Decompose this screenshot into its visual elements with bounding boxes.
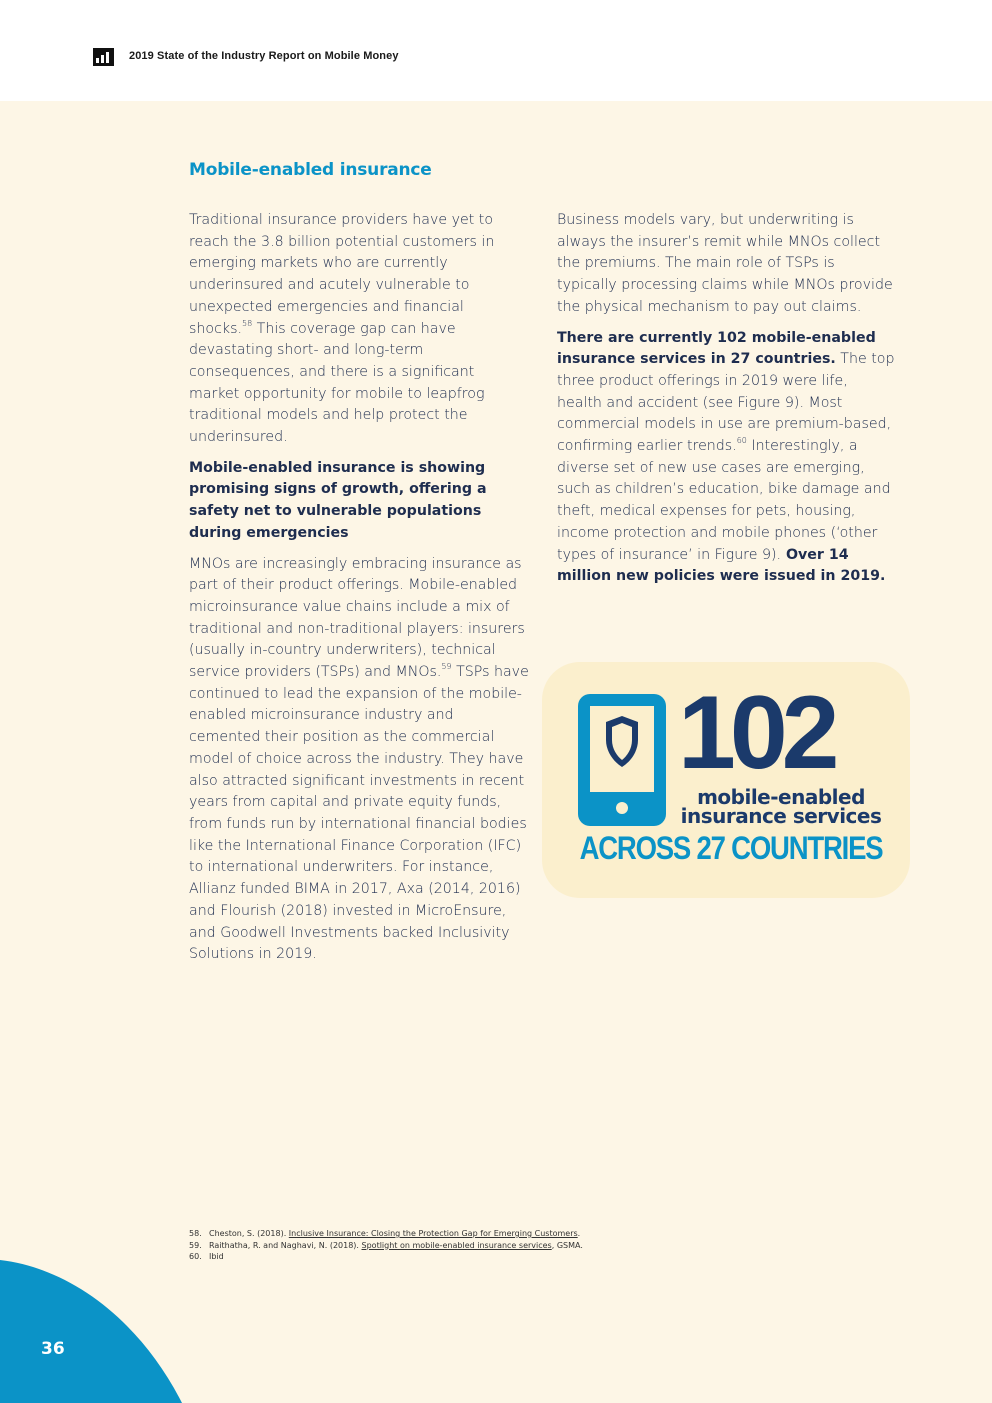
paragraph bbox=[557, 328, 897, 588]
footnote-link[interactable]: Inclusive Insurance: Closing the Protection Gap for Emerging Customers bbox=[288, 1229, 578, 1238]
stat-label bbox=[670, 785, 892, 828]
footnote-number: 59. bbox=[189, 1240, 202, 1250]
stat-label-line: mobile-enabled bbox=[697, 785, 865, 809]
highlight-text: Over 14 million new policies were issued in 2019. bbox=[557, 546, 886, 585]
paragraph-text: Traditional insurance providers have yet to reach the 3.8 billion potential customers in emerging markets who are currently underinsured and acutely vulnerable to unexpected emergencies and financial shocks. bbox=[189, 212, 495, 337]
paragraph bbox=[189, 554, 529, 966]
footnote-link[interactable]: Spotlight on mobile-enabled insurance services bbox=[361, 1240, 552, 1250]
footnote-text: Ibid bbox=[209, 1252, 224, 1261]
footnote-number: 58. bbox=[189, 1229, 202, 1238]
paragraph-text: TSPs have continued to lead the expansion of the mobile-enabled microinsurance industry and cemented their position as the commercial model of choice across the industry. They have also attracted significant investments in recent years from capital and private equity funds, from funds run by international financial bodies like the International Finance Corporation (IFC) to international underwriters. For instance, Allianz funded BIMA in 2017, Axa (2014, 2016) and Flourish (2018) invested in MicroEnsure, and Goodwell Investments backed Inclusivity Solutions in 2019. bbox=[189, 664, 529, 963]
section-title: Mobile-enabled insurance bbox=[189, 160, 432, 180]
footnote bbox=[189, 1228, 583, 1240]
highlight-text: There are currently 102 mobile-enabled insurance services in 27 countries. bbox=[557, 329, 876, 368]
report-logo-icon bbox=[93, 48, 114, 66]
paragraph-text: This coverage gap can have devastating short- and long-term consequences, and there is a significant market opportunity for mobile to leapfrog traditional models and help protect the underinsured. bbox=[189, 320, 485, 446]
footnote-ref: 60 bbox=[736, 436, 747, 446]
footnote-ref: 59 bbox=[441, 662, 452, 672]
right-column bbox=[557, 210, 897, 597]
left-column bbox=[189, 210, 529, 975]
page-corner-decoration bbox=[0, 1260, 190, 1403]
paragraph-text: The top three product offerings in 2019 were life, health and accident (see Figure 9). Most commercial models in use are premium-based, confirming earlier trends. bbox=[557, 351, 895, 455]
paragraph-text: MNOs are increasingly embracing insurance as part of their product offerings. Mobile-enabled microinsurance value chains include a mix of traditional and non-traditional players: insurers (usually in-country underwriters), technical service providers (TSPs) and MNOs. bbox=[189, 555, 525, 681]
subheading: Mobile-enabled insurance is showing promising signs of growth, offering a safety net to vulnerable populations during emergencies bbox=[189, 459, 487, 541]
footnote bbox=[189, 1251, 583, 1263]
footnote-number: 60. bbox=[189, 1252, 202, 1261]
footnote-ref: 58 bbox=[241, 318, 253, 328]
footnotes bbox=[189, 1228, 583, 1263]
phone-shield-icon bbox=[576, 692, 668, 828]
footnote-text: Raithatha, R. and Naghavi, N. (2018). bbox=[209, 1240, 362, 1250]
paragraph: Business models vary, but underwriting is always the insurer’s remit while MNOs collect the premiums. The main role of TSPs is typically processing claims while MNOs provide the physical mechanism to pay out claims. bbox=[557, 212, 893, 315]
stat-number: 102 bbox=[678, 675, 834, 791]
footnote-text: Cheston, S. (2018). bbox=[209, 1229, 289, 1238]
stat-countries: ACROSS 27 COUNTRIES bbox=[579, 830, 883, 866]
footnote bbox=[189, 1240, 583, 1252]
footnote-text: , GSMA. bbox=[551, 1240, 583, 1250]
page-number: 36 bbox=[41, 1339, 65, 1359]
stat-label-line: insurance services bbox=[680, 804, 882, 828]
report-title: 2019 State of the Industry Report on Mobile Money bbox=[129, 50, 399, 62]
paragraph bbox=[189, 210, 529, 449]
footnote-text: . bbox=[577, 1229, 581, 1238]
paragraph-text: Interestingly, a diverse set of new use cases are emerging, such as children’s education, bike damage and theft, medical expenses for pets, housing, income protection and mobile phones (‘other types of insurance’ in Figure 9). bbox=[557, 438, 891, 563]
page-header bbox=[0, 0, 992, 101]
stat-infobox bbox=[542, 662, 910, 898]
